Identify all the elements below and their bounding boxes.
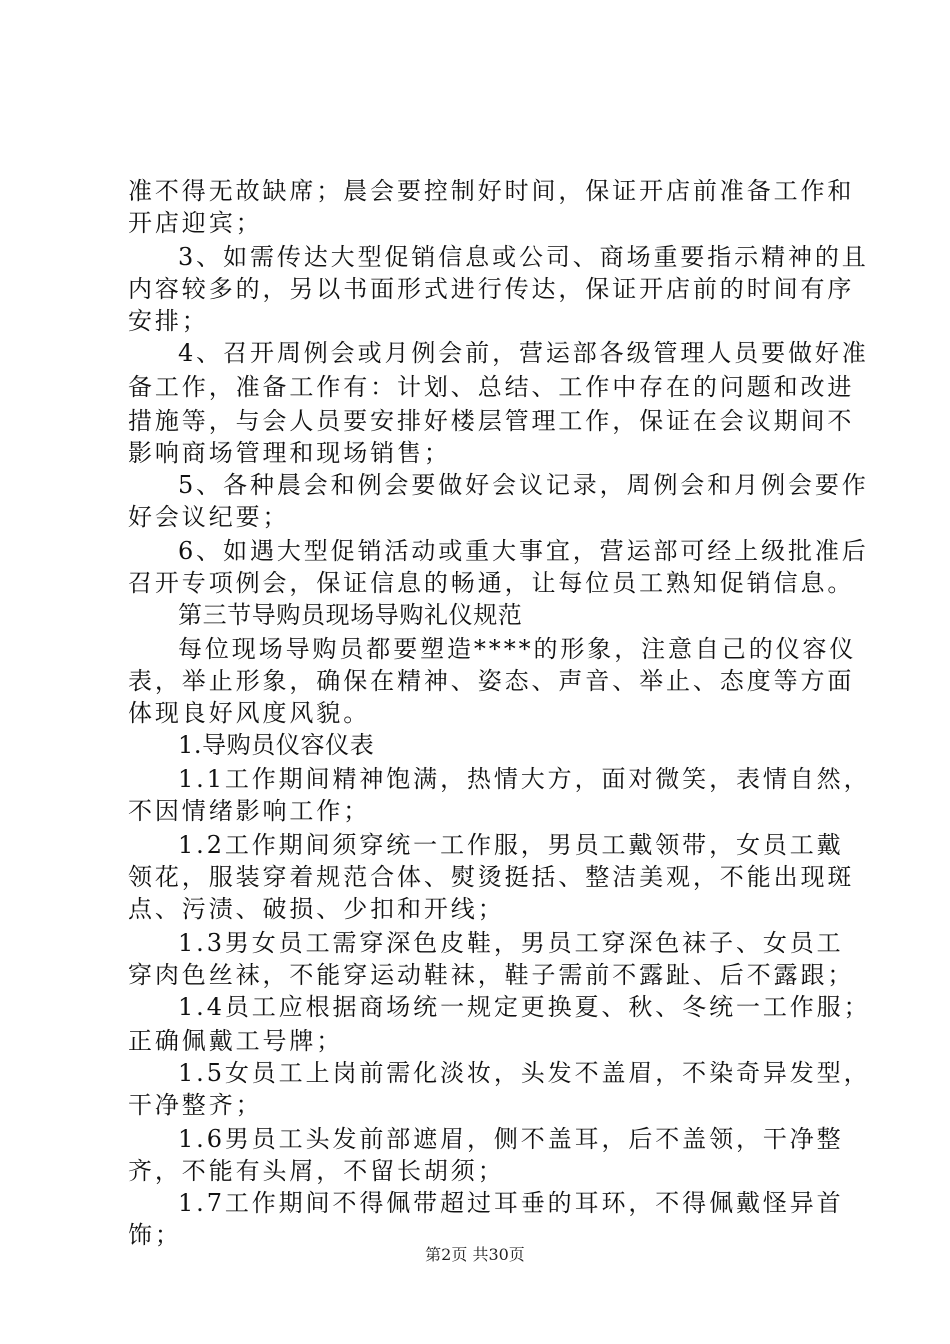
text-line-19: 1.1工作期间精神饱满，热情大方，面对微笑，表情自然， bbox=[178, 765, 871, 793]
text-line-9: 影响商场管理和现场销售； bbox=[128, 439, 451, 467]
text-line-13: 召开专项例会，保证信息的畅通，让每位员工熟知促销信息。 bbox=[128, 569, 855, 597]
text-line-23: 点、污渍、破损、少扣和开线； bbox=[128, 895, 505, 923]
text-line-1: 准不得无故缺席；晨会要控制好时间，保证开店前准备工作和 bbox=[128, 177, 855, 205]
text-line-26: 1.4员工应根据商场统一规定更换夏、秋、冬统一工作服； bbox=[178, 993, 871, 1021]
text-line-25: 穿肉色丝袜，不能穿运动鞋袜，鞋子需前不露趾、后不露跟； bbox=[128, 961, 855, 989]
page-number-footer: 第2页 共30页 bbox=[425, 1245, 525, 1264]
text-line-17: 体现良好风度风貌。 bbox=[128, 699, 371, 727]
text-line-5: 安排； bbox=[128, 307, 209, 335]
text-line-8: 措施等，与会人员要安排好楼层管理工作，保证在会议期间不 bbox=[128, 407, 855, 435]
text-line-28: 1.5女员工上岗前需化淡妆，头发不盖眉，不染奇异发型， bbox=[178, 1059, 871, 1087]
text-line-21: 1.2工作期间须穿统一工作服，男员工戴领带，女员工戴 bbox=[178, 831, 844, 859]
text-line-30: 1.6男员工头发前部遮眉，侧不盖耳，后不盖领，干净整 bbox=[178, 1125, 844, 1153]
text-line-27: 正确佩戴工号牌； bbox=[128, 1027, 344, 1055]
text-line-16: 表，举止形象，确保在精神、姿态、声音、举止、态度等方面 bbox=[128, 667, 855, 695]
text-line-15: 每位现场导购员都要塑造****的形象，注意自己的仪容仪 bbox=[178, 635, 857, 663]
text-line-24: 1.3男女员工需穿深色皮鞋，男员工穿深色袜子、女员工 bbox=[178, 929, 844, 957]
text-line-4: 内容较多的，另以书面形式进行传达，保证开店前的时间有序 bbox=[128, 275, 855, 303]
text-line-32: 1.7工作期间不得佩带超过耳垂的耳环，不得佩戴怪异首 bbox=[178, 1189, 844, 1217]
text-line-3: 3、如需传达大型促销信息或公司、商场重要指示精神的且 bbox=[178, 243, 869, 271]
section-heading: 第三节导购员现场导购礼仪规范 bbox=[178, 601, 523, 629]
text-line-10: 5、各种晨会和例会要做好会议记录，周例会和月例会要作 bbox=[178, 471, 869, 499]
text-line-29: 干净整齐； bbox=[128, 1091, 263, 1119]
text-line-31: 齐，不能有头屑，不留长胡须； bbox=[128, 1157, 505, 1185]
text-line-7: 备工作，准备工作有：计划、总结、工作中存在的问题和改进 bbox=[128, 373, 855, 401]
text-line-6: 4、召开周例会或月例会前，营运部各级管理人员要做好准 bbox=[178, 339, 869, 367]
text-line-11: 好会议纪要； bbox=[128, 503, 290, 531]
text-line-2: 开店迎宾； bbox=[128, 209, 263, 237]
subsection-heading: 1.导购员仪容仪表 bbox=[178, 731, 375, 759]
text-line-22: 领花，服装穿着规范合体、熨烫挺括、整洁美观，不能出现斑 bbox=[128, 863, 855, 891]
text-line-12: 6、如遇大型促销活动或重大事宜，营运部可经上级批准后 bbox=[178, 537, 869, 565]
text-line-33: 饰； bbox=[128, 1221, 182, 1249]
text-line-20: 不因情绪影响工作； bbox=[128, 797, 371, 825]
